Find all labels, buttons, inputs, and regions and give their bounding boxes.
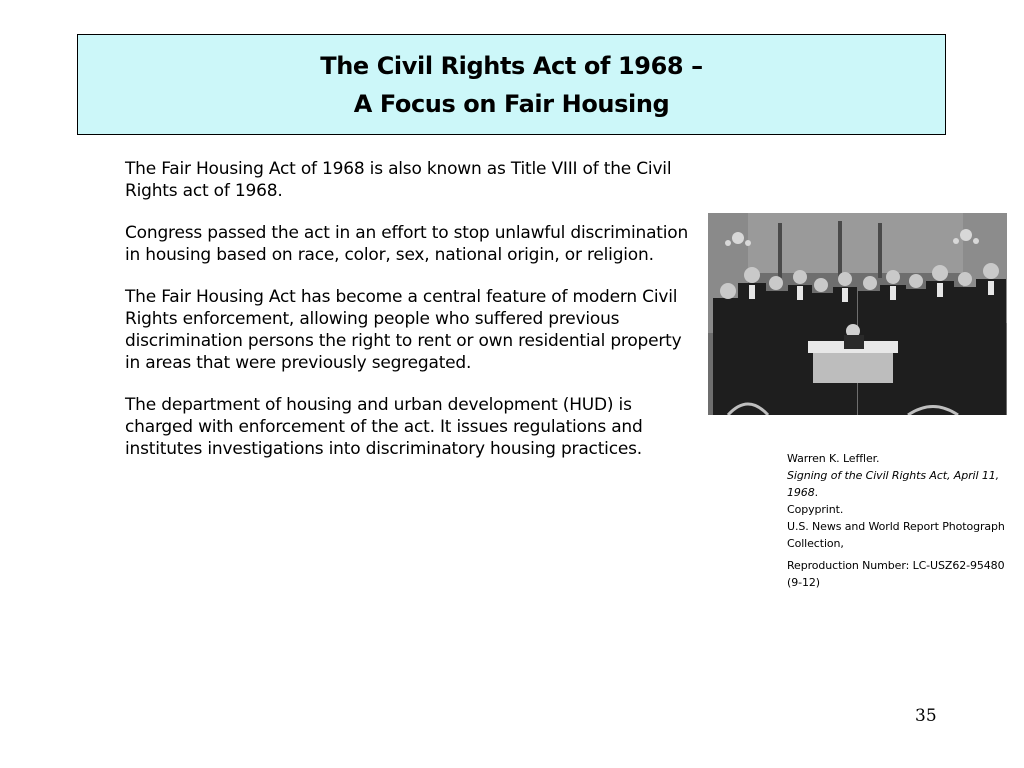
photo-credit: [787, 450, 1012, 591]
credit-photo-title: [787, 467, 1012, 501]
credit-author: Warren K. Leffler.: [787, 452, 880, 465]
signing-photograph: [708, 213, 1007, 415]
credit-photo-title-text: Signing of the Civil Rights Act, April 11, 1968: [787, 469, 1000, 499]
slide-title-box: [77, 34, 946, 135]
credit-copyright: Copyprint.: [787, 503, 844, 516]
credit-photo-title-end: .: [814, 486, 819, 499]
photograph-icon: [708, 213, 1007, 415]
paragraph-2: Congress passed the act in an effort to stop unlawful discrimination in housing based on race, color, sex, national origin, or religion.: [125, 223, 689, 265]
credit-reproduction-number: Reproduction Number: LC-USZ62-95480 (9-12): [787, 559, 1005, 589]
slide-title-line-2: A Focus on Fair Housing: [353, 89, 670, 118]
body-text: [125, 158, 695, 480]
paragraph-3: The Fair Housing Act has become a central feature of modern Civil Rights enforcement, allowing people who suffered previous discrimination persons the right to rent or own residential property in areas that were previously segregated.: [125, 287, 682, 373]
paragraph-1: The Fair Housing Act of 1968 is also known as Title VIII of the Civil Rights act of 1968.: [125, 159, 672, 201]
slide-title-line-1: The Civil Rights Act of 1968 –: [320, 51, 703, 80]
page-number: 35: [915, 706, 937, 726]
paragraph-4: The department of housing and urban development (HUD) is charged with enforcement of the act. It issues regulations and institutes investigations into discriminatory housing practices.: [125, 395, 643, 459]
credit-collection: U.S. News and World Report Photograph Collection,: [787, 520, 1005, 550]
